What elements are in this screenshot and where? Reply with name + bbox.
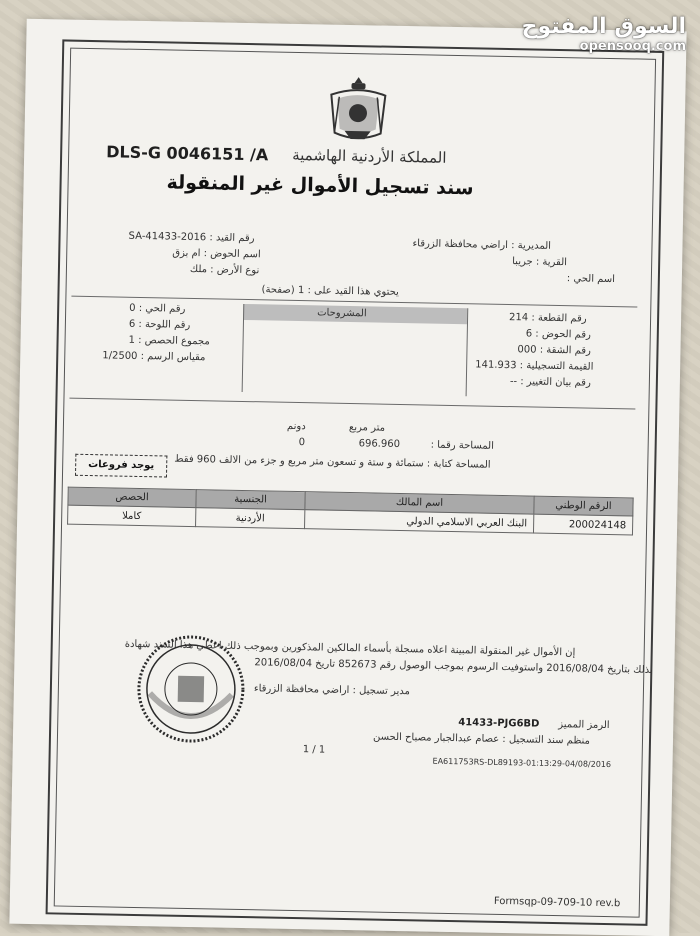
registry-number-field: رقم القيد : 2016-SA-41433	[128, 230, 255, 245]
plot-number-field: رقم القطعة : 214	[508, 312, 587, 325]
registration-deed	[9, 19, 686, 936]
symbol-label: الرمز المميز	[558, 719, 610, 732]
area-in-words: المساحة كتابة : ستمائة و ستة و تسعون متر مربع و جزء من الالف 960 فقط	[174, 453, 491, 471]
neighborhood-field: اسم الحي :	[566, 273, 616, 286]
basin-name-field: اسم الحوض : ام بزق	[172, 247, 261, 261]
document-number: DLS-G 0046151 /A	[106, 142, 269, 165]
apartment-number-field: رقم الشقة : 000	[517, 344, 592, 357]
area-numeric-label: المساحة رقما :	[430, 439, 495, 452]
owner-national-id: 200024148	[533, 514, 632, 535]
owner-nationality: الأردنية	[196, 508, 305, 529]
trace-code: EA611753RS-DL89193-01:13:29-04/08/2016	[432, 756, 612, 770]
page-indicator: 1 / 1	[302, 744, 326, 756]
registered-value-field: القيمة التسجيلية : 141.933	[475, 359, 594, 373]
drawing-scale-field: مقياس الرسم : 1/2500	[102, 350, 206, 364]
form-number: Formsqp-09-709-10 rev.b	[493, 895, 621, 910]
board-number-field: رقم اللوحة : 6	[128, 318, 191, 331]
certification-text: إن الأموال غير المنقولة المبينة اعلاه مسجلة بأسماء المالكين المذكورين وبموجب ذلك اعطي هذا السند شهادة	[124, 638, 576, 659]
owner-shares: كاملا	[68, 505, 196, 526]
col-nationality: الجنسية	[196, 490, 305, 510]
area-dunum-value: 0	[298, 437, 306, 449]
area-unit-dunum: دونم	[286, 420, 306, 433]
basin-number-field: رقم الحوض : 6	[525, 328, 591, 341]
attachments-stamp: يوجد فروعات	[75, 454, 167, 478]
entry-page-count: يحتوي هذا القيد على : 1 (صفحة)	[261, 284, 399, 298]
page-title: سند تسجيل الأموال غير المنقولة	[166, 171, 474, 200]
village-field: القرية : جريبا	[512, 256, 568, 269]
opensooq-watermark	[522, 14, 686, 54]
area-unit-sqm: متر مربع	[348, 422, 386, 434]
area-sqm-value: 696.960	[358, 438, 401, 450]
owner-name: البنك العربي الاسلامي الدولي	[305, 510, 534, 533]
kingdom-header: المملكة الأردنية الهاشمية	[292, 145, 447, 167]
registrar-signature-line: مدير تسجيل : اراضي محافظة الزرقاء	[253, 683, 411, 698]
royal-crest-icon	[324, 72, 391, 145]
certification-date-text: بذلك بتاريخ 2016/08/04 واستوفيت الرسوم بموجب الوصول رقم 852673 تاريخ 2016/08/04	[254, 657, 653, 676]
directorate-field: المديرية : اراضي محافظة الزرقاء	[412, 238, 552, 252]
projects-header: المشروحات	[317, 307, 367, 320]
col-owner-name: اسم المالك	[305, 492, 534, 514]
shares-total-field: مجموع الحصص : 1	[128, 334, 210, 348]
watermark-english: opensooq.com	[579, 39, 686, 54]
land-type-field: نوع الأرض : ملك	[189, 263, 260, 277]
official-seal-stamp	[135, 633, 247, 745]
symbol-code: 41433-PJG6BD	[458, 717, 540, 730]
col-national-id: الرقم الوطني	[534, 496, 633, 516]
col-shares: الحصص	[68, 487, 196, 507]
organizer-field: منظم سند التسجيل : عصام عبدالجبار مصباح الحسن	[372, 731, 591, 747]
watermark-arabic: السوق المفتوح	[521, 14, 686, 39]
neighborhood-number-field: رقم الحي : 0	[129, 302, 186, 315]
change-statement-field: رقم بيان التغيير : --	[509, 376, 591, 389]
